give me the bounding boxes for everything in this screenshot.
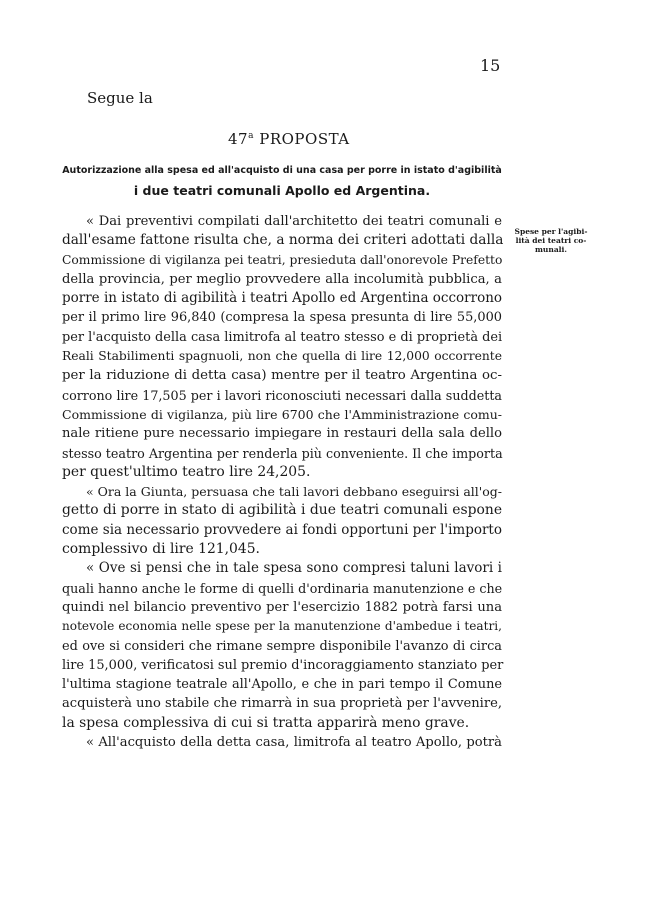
body-line: porre in istato di agibilità i teatri Apollo ed Argentina occorrono [62,290,503,307]
title-line: i due teatri comunali Apollo ed Argentina. [133,183,431,198]
margin-note-line: lità dei teatri co- [515,236,587,245]
body-line: Commissione di vigilanza, più lire 6700 che l'Amministrazione comu- [62,406,502,422]
body-line: « Ora la Giunta, persuasa che tali lavori debbano eseguirsi all'og- [86,484,502,500]
proposal-title [62,161,502,201]
body-line: « Dai preventivi compilati dall'architetto dei teatri comunali e [86,214,502,229]
body-line: « Ove si pensi che in tale spesa sono compresi taluni lavori i [86,560,502,577]
margin-note-line: munali. [534,245,567,254]
body-line: acquisterà uno stabile che rimarrà in sua proprietà per l'avvenire, [62,696,503,712]
body-line: corrono lire 17,505 per i lavori riconosciuti necessari dalla suddetta [62,387,502,403]
segue-heading: Segue la [87,89,153,107]
body-line: come sia necessario provvedere ai fondi opportuni per l'importo [62,521,502,538]
body-text [62,212,502,752]
body-line: per quest'ultimo teatro lire 24,205. [62,463,311,480]
body-line: getto di porre in stato di agibilità i due teatri comunali espone [62,502,503,519]
body-line: ed ove si consideri che rimane sempre disponibile l'avanzo di circa [62,638,502,654]
title-line: Autorizzazione alla spesa ed all'acquisto di una casa per porre in istato d'agibilità [62,165,502,176]
margin-note-line: Spese per l'agibi- [514,227,588,236]
page-number: 15 [480,56,501,75]
body-line: complessivo di lire 121,045. [62,541,260,558]
body-line: per il primo lire 96,840 (compresa la spesa presunta di lire 55,000 [62,310,502,326]
body-line: Commissione di vigilanza pei teatri, presieduta dall'onorevole Prefetto [62,252,503,267]
margin-note [511,227,591,254]
body-line: nale ritiene pure necessario impiegare in restauri della sala dello [62,426,502,442]
body-line: dall'esame fattone risulta che, a norma dei criteri adottati dalla [62,232,504,249]
body-line: « All'acquisto della detta casa, limitrofa al teatro Apollo, potrà [86,735,502,751]
body-line: stesso teatro Argentina per renderla più conveniente. Il che importa [62,445,503,461]
body-line: l'ultima stagione teatrale all'Apollo, e che in pari tempo il Comune [62,677,502,693]
proposta-word: PROPOSTA [259,130,350,148]
proposta-ordinal: a [248,131,254,141]
body-line: della provincia, per meglio provvedere alla incolumità pubblica, a [62,271,502,287]
body-line: quindi nel bilancio preventivo per l'esercizio 1882 potrà farsi una [62,599,502,615]
body-line: quali hanno anche le forme di quelli d'ordinaria manutenzione e che [62,580,503,596]
body-line: per la riduzione di detta casa) mentre per il teatro Argentina oc- [62,368,502,384]
body-line: la spesa complessiva di cui si tratta apparirà meno grave. [62,714,470,731]
body-line: notevole economia nelle spese per la manutenzione d'ambedue i teatri, [62,619,502,634]
body-line: per l'acquisto della casa limitrofa al teatro stesso e di proprietà dei [62,329,503,345]
body-line: Reali Stabilimenti spagnuoli, non che quella di lire 12,000 occorrente [62,349,502,364]
proposta-heading [228,130,350,148]
body-line: lire 15,000, verificatosi sul premio d'incoraggiamento stanziato per [62,657,504,673]
proposta-number: 47 [228,130,249,148]
